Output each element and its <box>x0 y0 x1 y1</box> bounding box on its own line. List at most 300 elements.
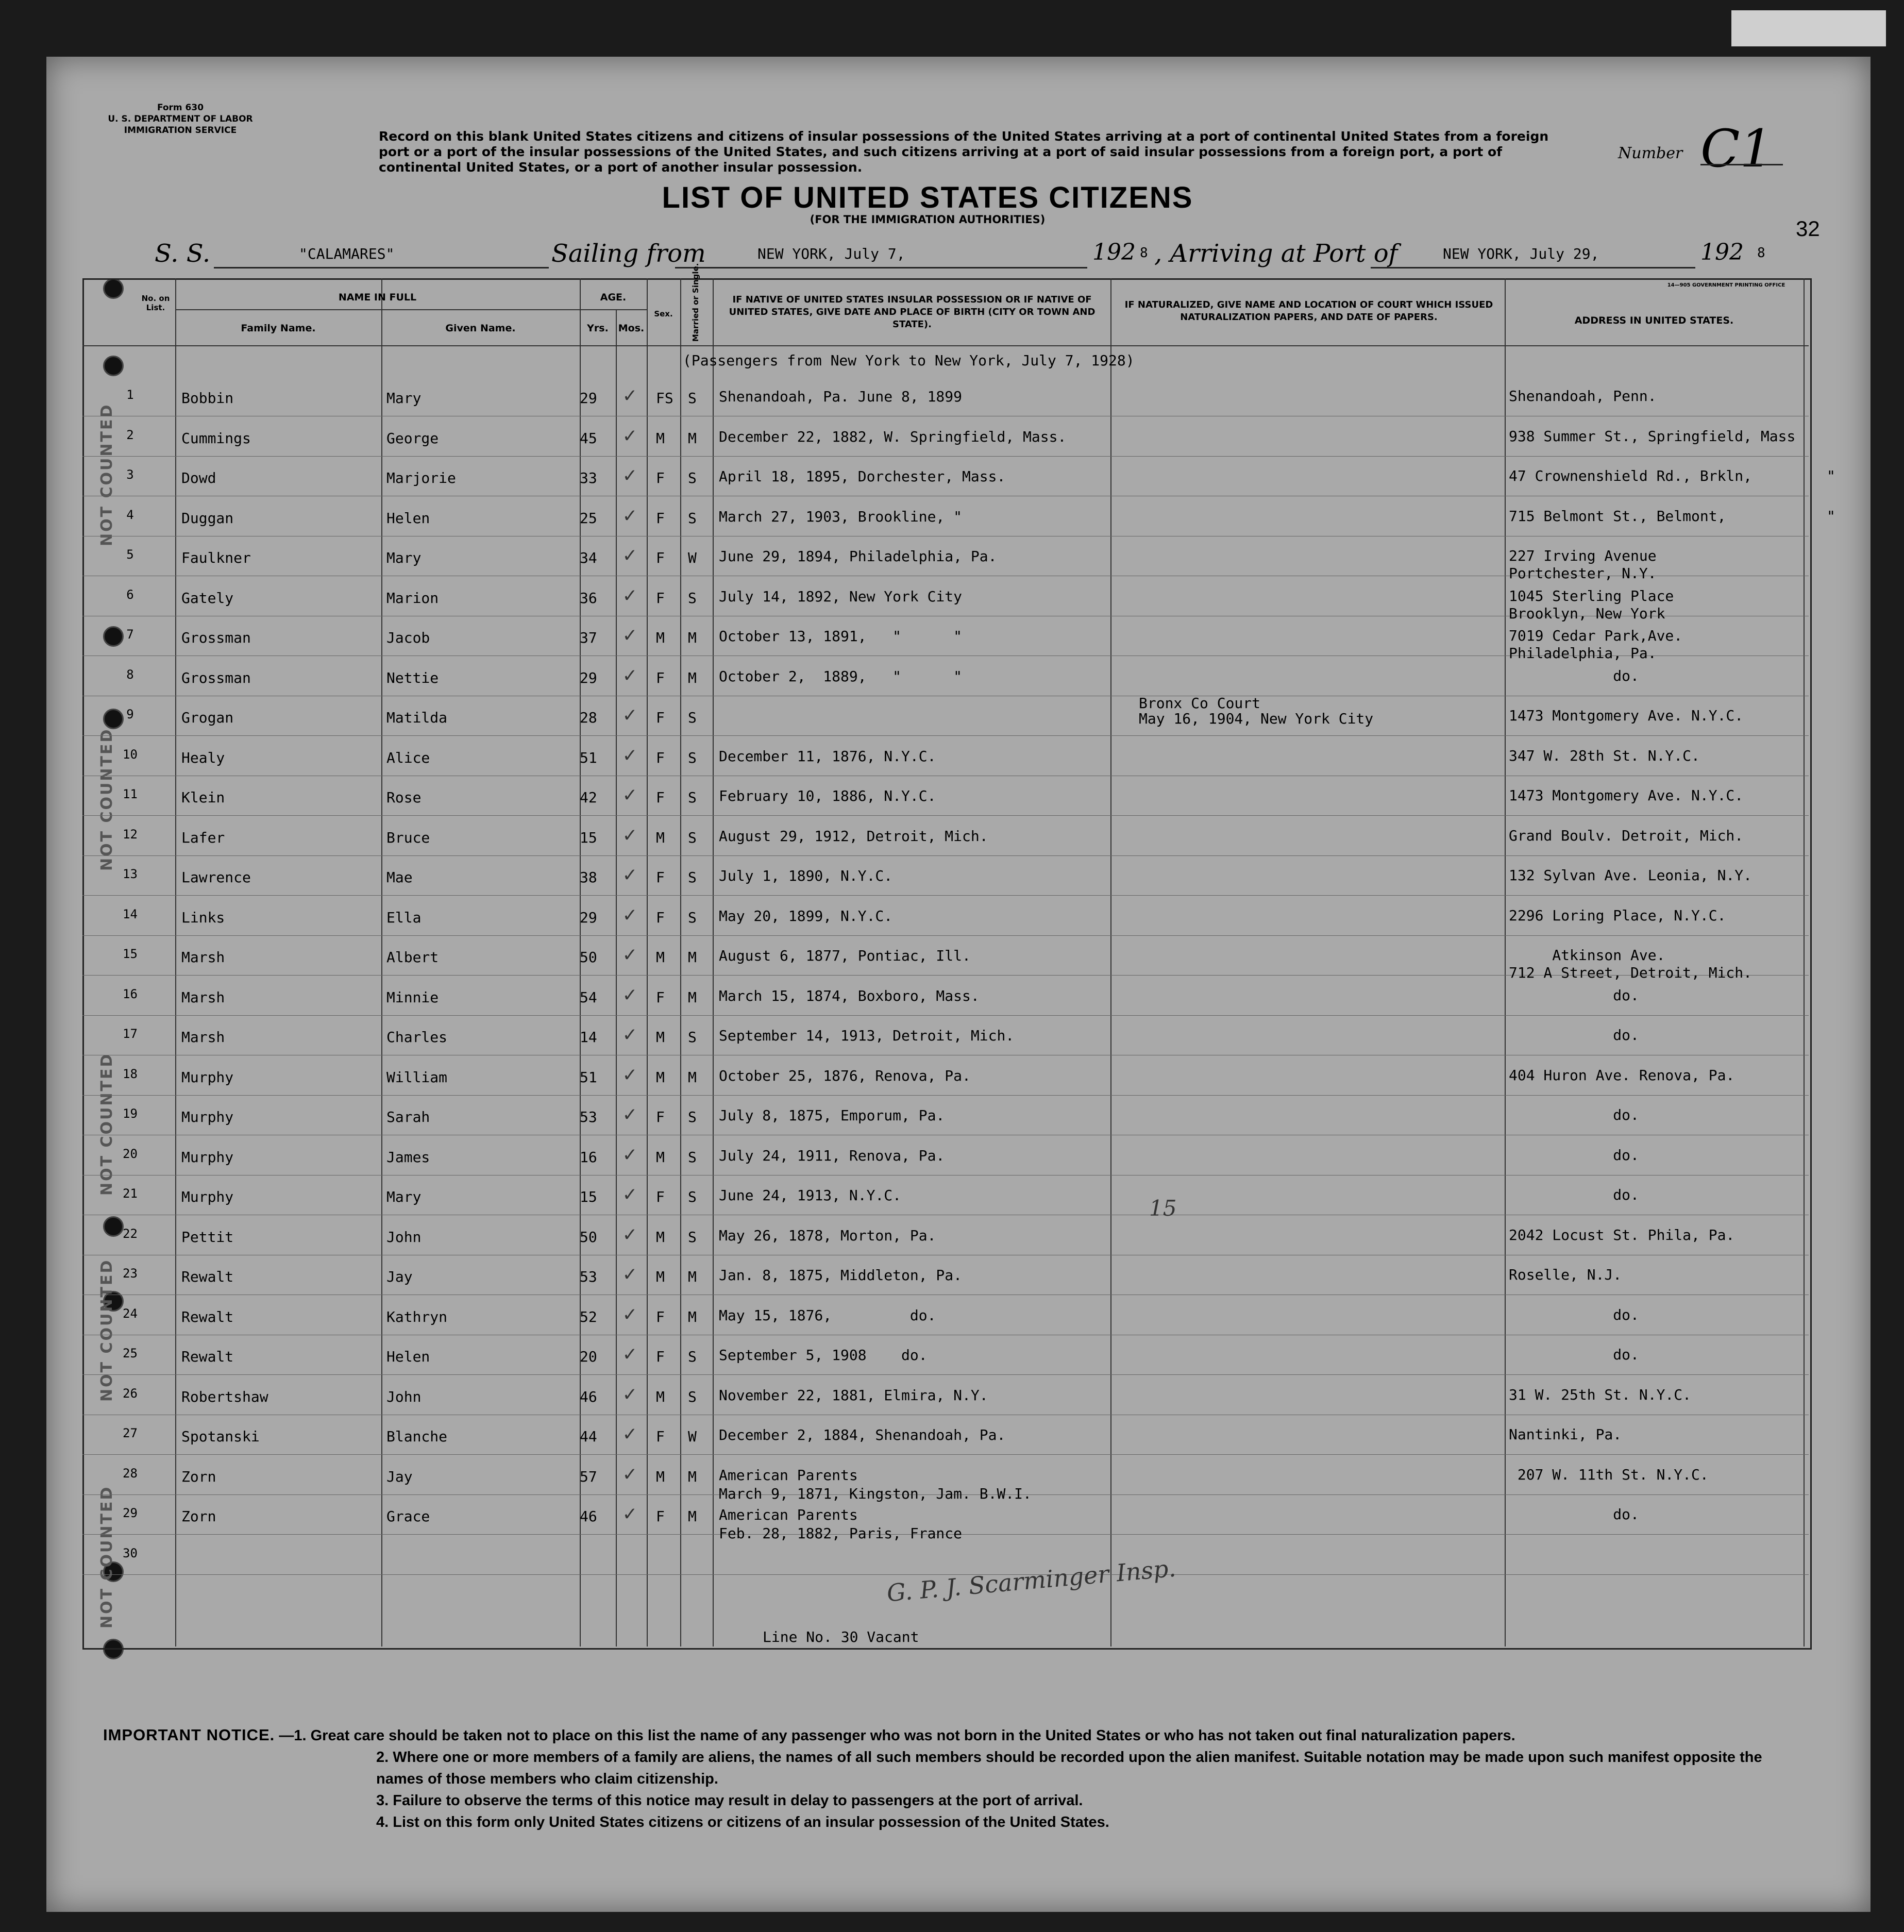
sex: F <box>656 589 665 607</box>
notice-heading: IMPORTANT NOTICE. <box>103 1726 275 1744</box>
table-row <box>82 1455 1809 1502</box>
us-address: 207 W. 11th St. N.Y.C. <box>1509 1466 1709 1483</box>
sex: F <box>656 509 665 527</box>
marital-status: S <box>688 1148 697 1166</box>
family-name: Murphy <box>181 1148 234 1166</box>
birth-date-place: July 14, 1892, New York City <box>719 587 963 605</box>
birth-date-place: September 14, 1913, Detroit, Mich. <box>719 1027 1015 1044</box>
marital-status: W <box>688 1428 697 1445</box>
check-mark-icon: ✓ <box>624 1502 636 1525</box>
col-married-header: Married or Single. <box>691 263 700 342</box>
us-address: 1473 Montgomery Ave. N.Y.C. <box>1509 707 1744 724</box>
row-number: 26 <box>123 1386 138 1401</box>
check-mark-icon: ✓ <box>624 1222 636 1246</box>
sex: M <box>656 1388 665 1405</box>
marital-status: S <box>688 509 697 527</box>
col-sex-header: Sex. <box>654 309 673 318</box>
birth-date-place: Jan. 8, 1875, Middleton, Pa. <box>719 1267 963 1284</box>
intro-text: Record on this blank United States citizens and citizens of insular possessions of the United States arriving at a port of continental United States from a foreign port or a port of the insular possessions of the United States, and such citizens arriving at a port of said insular possessions from a foreign port, a port of continental United States, or a port of another insular possession. <box>379 129 1549 175</box>
birth-date-place: November 22, 1881, Elmira, N.Y. <box>719 1386 988 1404</box>
given-name: Grace <box>386 1508 430 1525</box>
age-years: 38 <box>580 869 597 886</box>
birth-date-place: October 13, 1891, " " <box>719 628 963 645</box>
birth-date-place: American Parents March 9, 1871, Kingston, Jam. B.W.I. <box>719 1466 1032 1502</box>
birth-date-place: June 29, 1894, Philadelphia, Pa. <box>719 548 997 565</box>
us-address: 1473 Montgomery Ave. N.Y.C. <box>1509 787 1744 804</box>
arriving-label: , Arriving at Port of <box>1154 239 1398 268</box>
us-address: 2296 Loring Place, N.Y.C. <box>1509 906 1726 924</box>
col-no-header: No. on List. <box>141 294 170 312</box>
family-name: Zorn <box>181 1508 216 1525</box>
check-mark-icon: ✓ <box>624 463 636 487</box>
us-address: do. <box>1509 986 1639 1004</box>
not-counted-stamp: NOT COUNTED <box>98 1258 116 1402</box>
row-number: 7 <box>126 627 134 642</box>
family-name: Klein <box>181 789 225 806</box>
age-years: 14 <box>580 1029 597 1046</box>
not-counted-stamp: NOT COUNTED <box>98 1485 116 1628</box>
given-name: William <box>386 1068 448 1086</box>
us-address: 47 Crownenshield Rd., Brkln, <box>1509 467 1753 484</box>
us-address: 938 Summer St., Springfield, Mass <box>1509 427 1796 445</box>
ditto-mark: " <box>1827 467 1835 484</box>
row-number: 19 <box>123 1106 138 1121</box>
marital-status: S <box>688 1348 697 1365</box>
family-name: Links <box>181 909 225 926</box>
check-mark-icon: ✓ <box>624 1461 636 1486</box>
col-family-name-header: Family Name. <box>241 323 316 334</box>
birth-date-place: December 11, 1876, N.Y.C. <box>719 747 936 765</box>
number-label: Number <box>1618 144 1683 162</box>
sailing-from: NEW YORK, July 7, <box>757 245 905 262</box>
col-age-header: AGE. <box>600 292 627 303</box>
row-number: 4 <box>126 507 134 522</box>
age-years: 34 <box>580 549 597 566</box>
sex: F <box>656 669 665 686</box>
family-name: Bobbin <box>181 390 234 407</box>
check-mark-icon: ✓ <box>624 1382 636 1406</box>
row-number: 17 <box>123 1027 138 1041</box>
not-counted-stamp: NOT COUNTED <box>98 403 116 546</box>
birth-date-place: June 24, 1913, N.Y.C. <box>719 1187 902 1204</box>
marital-status: S <box>688 469 697 486</box>
age-years: 46 <box>580 1508 597 1525</box>
given-name: Mary <box>386 549 422 566</box>
family-name: Grossman <box>181 669 251 686</box>
marital-status: S <box>688 1108 697 1125</box>
col-given-name-header: Given Name. <box>445 323 516 334</box>
row-number: 22 <box>123 1226 138 1241</box>
us-address: 715 Belmont St., Belmont, <box>1509 507 1726 525</box>
us-address: 2042 Locust St. Phila, Pa. <box>1509 1226 1735 1244</box>
age-years: 53 <box>580 1108 597 1125</box>
arriving-underline <box>1371 267 1695 268</box>
us-address: do. <box>1509 1106 1639 1123</box>
family-name: Rewalt <box>181 1308 234 1325</box>
birth-date-place: October 2, 1889, " " <box>719 667 963 685</box>
row-number: 21 <box>123 1186 138 1201</box>
given-name: James <box>386 1148 430 1166</box>
marital-status: W <box>688 549 697 566</box>
family-name: Spotanski <box>181 1428 260 1445</box>
us-address: Roselle, N.J. <box>1509 1266 1622 1283</box>
us-address: 404 Huron Ave. Renova, Pa. <box>1509 1066 1735 1084</box>
header-bottom-rule <box>82 345 1809 346</box>
table-row <box>82 496 1835 536</box>
marital-status: S <box>688 789 697 806</box>
col-naturalized-header: IF NATURALIZED, GIVE NAME AND LOCATION OF COURT WHICH ISSUED NATURALIZATION PAPERS, AND DATE OF PAPERS. <box>1124 299 1493 323</box>
given-name: Blanche <box>386 1428 448 1445</box>
row-number: 6 <box>126 587 134 602</box>
table-row <box>82 656 1809 696</box>
marital-status: M <box>688 1308 697 1325</box>
marital-status: S <box>688 1029 697 1046</box>
age-years: 37 <box>580 629 597 646</box>
check-mark-icon: ✓ <box>624 703 636 727</box>
service-name: IMMIGRATION SERVICE <box>124 125 237 136</box>
table-row <box>82 1255 1809 1295</box>
age-years: 51 <box>580 749 597 766</box>
given-name: John <box>386 1228 422 1246</box>
sex: F <box>656 988 665 1006</box>
us-address: 7019 Cedar Park,Ave. Philadelphia, Pa. <box>1509 627 1683 662</box>
row-number: 9 <box>126 707 134 721</box>
given-name: Alice <box>386 749 430 766</box>
table-row <box>82 1015 1809 1055</box>
sex: F <box>656 549 665 566</box>
sex: F <box>656 1428 665 1445</box>
given-name: Jay <box>386 1268 413 1285</box>
given-name: Nettie <box>386 669 439 686</box>
given-name: George <box>386 429 439 447</box>
sex: F <box>656 1188 665 1205</box>
age-years: 54 <box>580 988 597 1006</box>
notice-item: 4. List on this form only United States citizens or citizens of an insular possession of the United States. <box>376 1814 1109 1830</box>
row-number: 24 <box>123 1306 138 1321</box>
given-name: Ella <box>386 909 422 926</box>
sailing-year-prefix: 192 <box>1092 239 1136 265</box>
table-row <box>82 696 1809 736</box>
age-years: 57 <box>580 1468 597 1485</box>
vacant-note: Line No. 30 Vacant <box>763 1628 919 1645</box>
family-name: Pettit <box>181 1228 234 1246</box>
us-address: 347 W. 28th St. N.Y.C. <box>1509 747 1700 764</box>
us-address: Nantinki, Pa. <box>1509 1426 1622 1443</box>
check-mark-icon: ✓ <box>624 863 636 886</box>
table-row <box>82 1335 1809 1375</box>
table-row <box>82 616 1809 662</box>
table-row <box>82 416 1809 457</box>
family-name: Lafer <box>181 829 225 846</box>
age-years: 42 <box>580 789 597 806</box>
sex: F <box>656 1108 665 1125</box>
family-name: Duggan <box>181 509 234 527</box>
given-name: Charles <box>386 1029 448 1046</box>
table-row <box>82 1415 1809 1455</box>
sex: M <box>656 1228 665 1246</box>
given-name: Helen <box>386 1348 430 1365</box>
check-mark-icon: ✓ <box>624 1102 636 1126</box>
table-row <box>82 816 1809 856</box>
sex: F <box>656 709 665 726</box>
notice-item: 2. Where one or more members of a family are aliens, the names of all such members should be recorded upon the alien manifest. Suitable notation may be made upon such manifest opposite the names of those members who claim citizenship. <box>376 1749 1762 1787</box>
marital-status: M <box>688 949 697 966</box>
check-mark-icon: ✓ <box>624 1062 636 1086</box>
sex: M <box>656 1068 665 1086</box>
age-years: 50 <box>580 949 597 966</box>
age-years: 20 <box>580 1348 597 1365</box>
sex: F <box>656 869 665 886</box>
marital-status: M <box>688 988 697 1006</box>
inspector-signature: G. P. J. Scarminger Insp. <box>885 1554 1177 1607</box>
sex: M <box>656 829 665 846</box>
check-mark-icon: ✓ <box>624 1142 636 1166</box>
table-row <box>82 1095 1809 1135</box>
page-number: 32 <box>1796 216 1820 241</box>
check-mark-icon: ✓ <box>624 943 636 966</box>
marital-status: S <box>688 709 697 726</box>
age-years: 33 <box>580 469 597 486</box>
marital-status: S <box>688 589 697 607</box>
check-mark-icon: ✓ <box>624 1182 636 1206</box>
us-address: 132 Sylvan Ave. Leonia, N.Y. <box>1509 867 1753 884</box>
col-mos-header: Mos. <box>618 323 645 334</box>
row-number: 11 <box>123 787 138 801</box>
table-row <box>82 1135 1809 1175</box>
birth-date-place: September 5, 1908 do. <box>719 1347 928 1364</box>
col-yrs-header: Yrs. <box>587 323 609 334</box>
given-name: Sarah <box>386 1108 430 1125</box>
row-number: 23 <box>123 1266 138 1281</box>
age-years: 51 <box>580 1068 597 1086</box>
sex: M <box>656 629 665 646</box>
form-number: Form 630 <box>157 103 204 113</box>
sex: M <box>656 1468 665 1485</box>
table-row <box>82 1295 1809 1335</box>
table-row <box>82 896 1809 936</box>
row-number: 10 <box>123 747 138 762</box>
us-address: Grand Boulv. Detroit, Mich. <box>1509 827 1744 844</box>
birth-date-place: May 26, 1878, Morton, Pa. <box>719 1227 936 1244</box>
form-identifier <box>72 102 289 136</box>
sex: F <box>656 1508 665 1525</box>
sailing-year-digit: 8 <box>1140 245 1148 261</box>
given-name: Albert <box>386 949 439 966</box>
given-name: Rose <box>386 789 422 806</box>
table-row <box>82 1175 1809 1215</box>
col-birth-header: IF NATIVE OF UNITED STATES INSULAR POSSESSION OR IF NATIVE OF UNITED STATES, GIVE DATE AND PLACE OF BIRTH (CITY OR TOWN AND STATE). <box>729 294 1096 330</box>
family-name: Robertshaw <box>181 1388 268 1405</box>
ship-name: "CALAMARES" <box>299 245 395 262</box>
sailing-underline <box>675 267 1087 268</box>
birth-date-place: February 10, 1886, N.Y.C. <box>719 787 936 804</box>
age-years: 15 <box>580 829 597 846</box>
birth-date-place: July 8, 1875, Emporum, Pa. <box>719 1107 945 1124</box>
table-row <box>82 456 1835 496</box>
marital-status: S <box>688 869 697 886</box>
row-number: 15 <box>123 947 138 961</box>
marital-status: S <box>688 749 697 766</box>
family-name: Grossman <box>181 629 251 646</box>
marital-status: M <box>688 629 697 646</box>
age-years: 28 <box>580 709 597 726</box>
us-address: do. <box>1509 1346 1639 1363</box>
us-address: do. <box>1509 667 1639 684</box>
family-name: Cummings <box>181 429 251 447</box>
birth-date-place: December 22, 1882, W. Springfield, Mass. <box>719 428 1067 445</box>
marital-status: M <box>688 1068 697 1086</box>
check-mark-icon: ✓ <box>624 982 636 1006</box>
check-mark-icon: ✓ <box>624 1342 636 1366</box>
col-name-in-full-header: NAME IN FULL <box>338 292 417 303</box>
family-name: Lawrence <box>181 869 251 886</box>
birth-date-place: December 2, 1884, Shenandoah, Pa. <box>719 1426 1006 1443</box>
birth-date-place: May 15, 1876, do. <box>719 1306 936 1324</box>
birth-date-place: April 18, 1895, Dorchester, Mass. <box>719 468 1006 485</box>
us-address: Shenandoah, Penn. <box>1509 388 1657 405</box>
marital-status: M <box>688 1268 697 1285</box>
marital-status: M <box>688 669 697 686</box>
age-years: 53 <box>580 1268 597 1285</box>
row-number: 14 <box>123 906 138 921</box>
row-number: 25 <box>123 1346 138 1360</box>
sex: M <box>656 1268 665 1285</box>
marital-status: S <box>688 1388 697 1405</box>
given-name: Jacob <box>386 629 430 646</box>
table-row <box>82 576 1809 622</box>
check-mark-icon: ✓ <box>624 663 636 687</box>
family-name: Marsh <box>181 988 225 1006</box>
marital-status: S <box>688 829 697 846</box>
important-notice <box>103 1724 1804 1833</box>
section-note: (Passengers from New York to New York, July 7, 1928) <box>683 352 1135 369</box>
table-row <box>82 855 1809 896</box>
birth-date-place: Shenandoah, Pa. June 8, 1899 <box>719 388 963 405</box>
arriving-year-digit: 8 <box>1757 245 1765 261</box>
sex: FS <box>656 390 673 407</box>
row-number: 27 <box>123 1426 138 1440</box>
table-row <box>82 1375 1809 1415</box>
folder-tab <box>1731 10 1886 46</box>
check-mark-icon: ✓ <box>624 423 636 447</box>
table-row <box>82 976 1809 1016</box>
marital-status: M <box>688 429 697 447</box>
check-mark-icon: ✓ <box>624 623 636 647</box>
page-subtitle: (FOR THE IMMIGRATION AUTHORITIES) <box>810 213 1046 226</box>
row-number: 1 <box>126 388 134 402</box>
row-number: 18 <box>123 1066 138 1081</box>
table-row <box>82 1055 1809 1096</box>
row-number: 2 <box>126 427 134 442</box>
marital-status: S <box>688 1228 697 1246</box>
check-mark-icon: ✓ <box>624 1302 636 1326</box>
sex: F <box>656 909 665 926</box>
family-name: Marsh <box>181 949 225 966</box>
age-years: 46 <box>580 1388 597 1405</box>
arriving-port: NEW YORK, July 29, <box>1443 245 1599 262</box>
check-mark-icon: ✓ <box>624 583 636 607</box>
table-row <box>82 536 1809 582</box>
age-years: 45 <box>580 429 597 447</box>
handwritten-count: 15 <box>1149 1196 1177 1221</box>
age-years: 52 <box>580 1308 597 1325</box>
birth-date-place: August 6, 1877, Pontiac, Ill. <box>719 947 971 964</box>
family-name: Gately <box>181 589 234 607</box>
sex: M <box>656 1029 665 1046</box>
print-code: 14—905 GOVERNMENT PRINTING OFFICE <box>1667 282 1785 288</box>
sex: M <box>656 949 665 966</box>
birth-date-place: May 20, 1899, N.Y.C. <box>719 907 893 925</box>
marital-status: S <box>688 390 697 407</box>
notice-item: 3. Failure to observe the terms of this notice may result in delay to passengers at the port of arrival. <box>376 1792 1083 1809</box>
marital-status: S <box>688 1188 697 1205</box>
header-divider <box>175 309 647 310</box>
sex: M <box>656 1148 665 1166</box>
age-years: 50 <box>580 1228 597 1246</box>
us-address: Atkinson Ave. 712 A Street, Detroit, Mich. <box>1509 947 1753 981</box>
sex: F <box>656 1348 665 1365</box>
ship-underline <box>214 267 549 268</box>
birth-date-place: October 25, 1876, Renova, Pa. <box>719 1067 971 1084</box>
col-address-header: ADDRESS IN UNITED STATES. <box>1574 315 1734 326</box>
family-name: Murphy <box>181 1108 234 1125</box>
row-number: 30 <box>123 1545 138 1560</box>
given-name: Marjorie <box>386 469 456 486</box>
family-name: Healy <box>181 749 225 766</box>
birth-date-place: July 1, 1890, N.Y.C. <box>719 867 893 884</box>
given-name: Minnie <box>386 988 439 1006</box>
age-years: 29 <box>580 909 597 926</box>
sex: F <box>656 1308 665 1325</box>
family-name: Rewalt <box>181 1348 234 1365</box>
table-row <box>82 776 1809 816</box>
us-address: do. <box>1509 1027 1639 1044</box>
not-counted-stamp: NOT COUNTED <box>98 728 116 871</box>
birth-date-place: August 29, 1912, Detroit, Mich. <box>719 827 988 845</box>
sailing-label: Sailing from <box>551 239 706 268</box>
marital-status: S <box>688 909 697 926</box>
number-underline <box>1700 164 1783 165</box>
row-number: 28 <box>123 1466 138 1481</box>
check-mark-icon: ✓ <box>624 1022 636 1046</box>
age-years: 29 <box>580 669 597 686</box>
us-address: 227 Irving Avenue Portchester, N.Y. <box>1509 547 1657 582</box>
age-years: 15 <box>580 1188 597 1205</box>
birth-date-place: July 24, 1911, Renova, Pa. <box>719 1147 945 1164</box>
row-number: 16 <box>123 986 138 1001</box>
us-address: do. <box>1509 1306 1639 1323</box>
naturalization: Bronx Co Court May 16, 1904, New York City <box>1139 695 1374 727</box>
check-mark-icon: ✓ <box>624 543 636 567</box>
family-name: Grogan <box>181 709 234 726</box>
ship-label: S. S. <box>155 239 211 268</box>
age-years: 36 <box>580 589 597 607</box>
family-name: Zorn <box>181 1468 216 1485</box>
row-number: 8 <box>126 667 134 682</box>
given-name: Marion <box>386 589 439 607</box>
birth-date-place: March 15, 1874, Boxboro, Mass. <box>719 987 980 1004</box>
family-name: Murphy <box>181 1188 234 1205</box>
table-row <box>82 1494 1809 1542</box>
us-address: do. <box>1509 1146 1639 1164</box>
age-years: 16 <box>580 1148 597 1166</box>
arriving-year-prefix: 192 <box>1700 239 1744 265</box>
check-mark-icon: ✓ <box>624 743 636 767</box>
family-name: Marsh <box>181 1029 225 1046</box>
check-mark-icon: ✓ <box>624 1262 636 1286</box>
department-name: U. S. DEPARTMENT OF LABOR <box>108 114 253 124</box>
given-name: Bruce <box>386 829 430 846</box>
